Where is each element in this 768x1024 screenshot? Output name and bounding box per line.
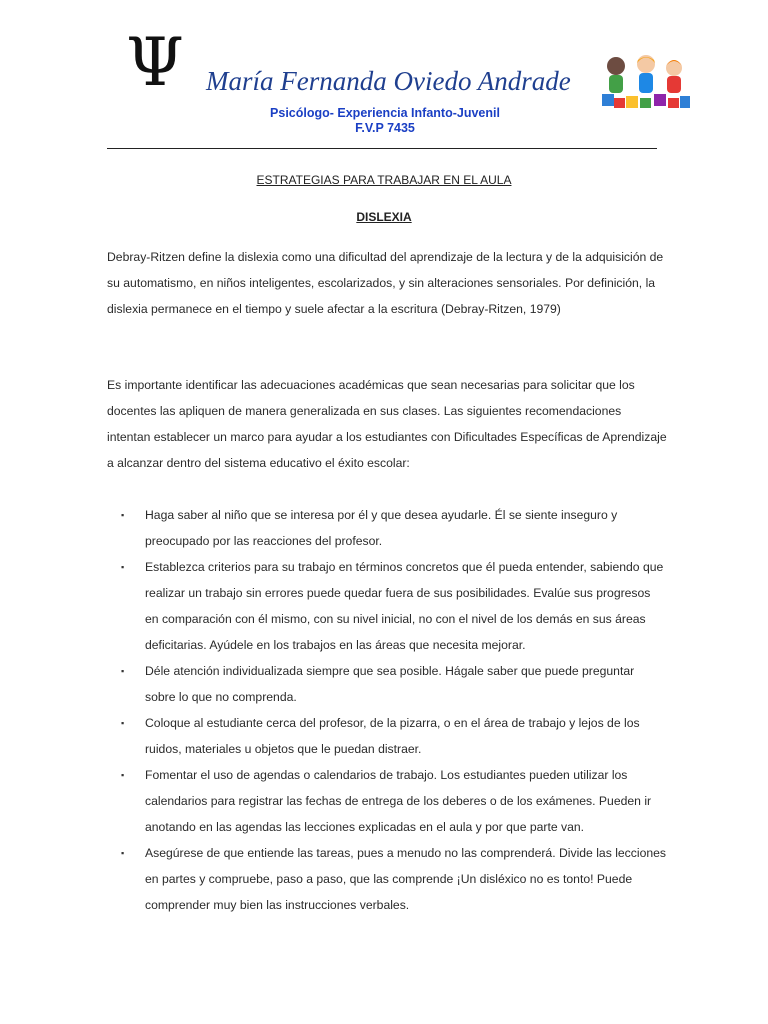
page-title: ESTRATEGIAS PARA TRABAJAR EN EL AULA — [256, 173, 512, 187]
list-item — [107, 840, 667, 918]
list-item-text: Haga saber al niño que se interesa por él y que desea ayudarle. Él se siente inseguro y preocupado por las reacciones del profesor. — [145, 508, 618, 548]
paragraph-introduction: Es importante identificar las adecuaciones académicas que sean necesarias para solicitar que los docentes las apliquen de manera generalizada en sus clases. Las siguientes recomendaciones intentan establecer un marco para ayudar a los estudiantes con Dificultades Específicas de Aprendizaje a alcanzar dentro del sistema educativo el éxito escolar: — [107, 378, 667, 470]
list-item-text: Establezca criterios para su trabajo en términos concretos que él pueda entender, sabiendo que realizar un trabajo sin errores puede quedar fuera de sus posibilidades. Evalúe sus progresos en comparación con él mismo, con su nivel inicial, no con el nivel de los demás en sus áreas deficitarias. Ayúdele en los trabajos en las áreas que necesita mejorar. — [145, 560, 664, 652]
section-heading: DISLEXIA — [356, 210, 412, 224]
list-item-text: Fomentar el uso de agendas o calendarios de trabajo. Los estudiantes pueden utilizar los calendarios para registrar las fechas de entrega de los deberes o de los exámenes. Pueden ir anotando en las agendas las lecciones explicadas en el aula y por que parte van. — [145, 768, 652, 834]
author-name: María Fernanda Oviedo Andrade — [206, 66, 571, 96]
bullet-icon: ▪ — [121, 562, 125, 572]
header-divider — [107, 148, 657, 149]
bullet-icon: ▪ — [121, 510, 125, 520]
list-item-text: Asegúrese de que entiende las tareas, pues a menudo no las comprenderá. Divide las lecciones en partes y compruebe, paso a paso, que las comprende ¡Un disléxico no es tonto! Puede comprender muy bien las instrucciones verbales. — [145, 846, 666, 912]
bullet-icon: ▪ — [121, 770, 125, 780]
header-subtitle — [230, 106, 540, 136]
bullet-icon: ▪ — [121, 848, 125, 858]
bullet-icon: ▪ — [121, 666, 125, 676]
list-item-text: Coloque al estudiante cerca del profesor, de la pizarra, o en el área de trabajo y lejos de los ruidos, materiales u objetos que le puedan distraer. — [145, 716, 640, 756]
subtitle-profession: Psicólogo- Experiencia Infanto-Juvenil — [270, 106, 500, 120]
list-item — [107, 502, 667, 554]
bullet-icon: ▪ — [121, 718, 125, 728]
list-item — [107, 762, 667, 840]
list-item-text: Déle atención individualizada siempre que sea posible. Hágale saber que puede preguntar sobre lo que no comprenda. — [145, 664, 635, 704]
list-item — [107, 710, 667, 762]
list-item — [107, 658, 667, 710]
children-blocks-illustration-icon — [596, 54, 692, 112]
psi-logo-icon: Ψ — [126, 24, 184, 101]
paragraph-definition: Debray-Ritzen define la dislexia como una dificultad del aprendizaje de la lectura y de la adquisición de su automatismo, en niños inteligentes, escolarizados, y sin alteraciones sensoriales. Por definición, la dislexia permanece en el tiempo y suele afectar a la escritura (Debray-Ritzen, 1979) — [107, 250, 664, 316]
subtitle-license: F.V.P 7435 — [355, 121, 415, 135]
recommendations-list — [107, 502, 667, 918]
list-item — [107, 554, 667, 658]
